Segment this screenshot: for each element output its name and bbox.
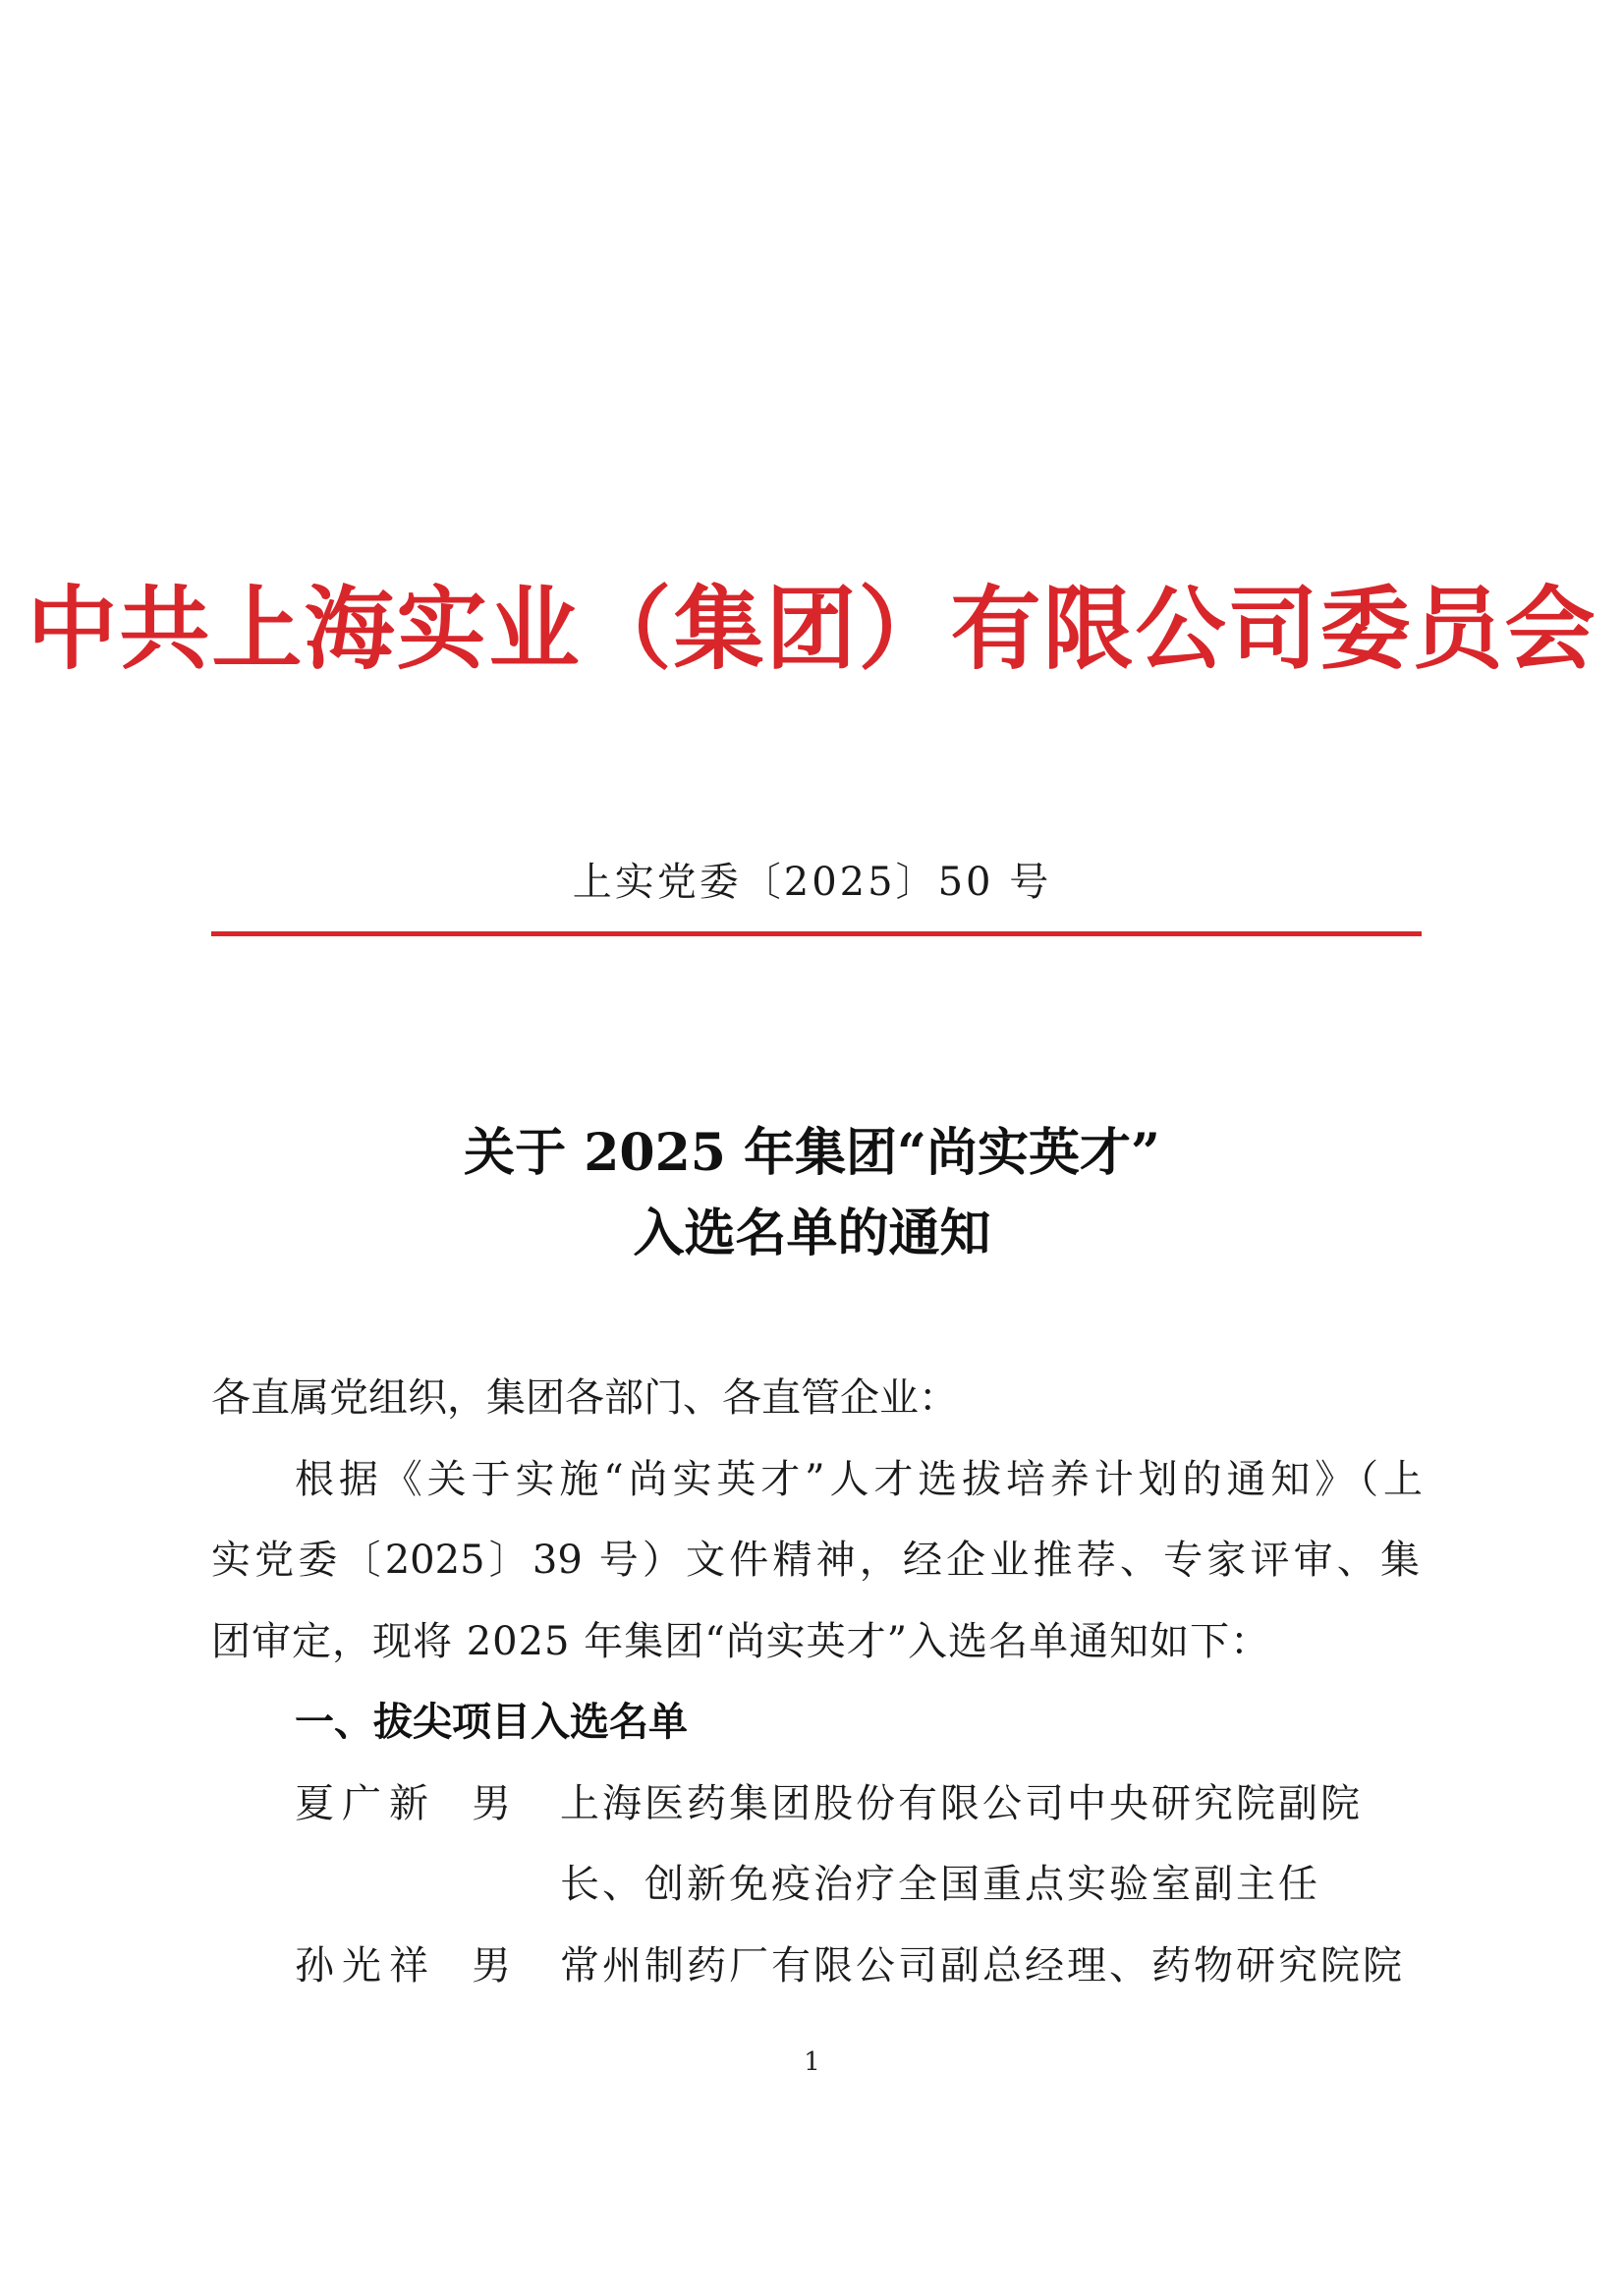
paragraph-line-3: 团审定，现将 2025 年集团“尚实英才”入选名单通知如下：	[211, 1619, 1271, 1664]
page-number: 1	[804, 2047, 820, 2077]
section-heading: 一、拔尖项目入选名单	[295, 1700, 688, 1745]
notice-title-line-2: 入选名单的通知	[633, 1204, 991, 1263]
notice-title-line-1: 关于 2025 年集团“尚实英才”	[464, 1123, 1160, 1183]
organization-header: 中共上海实业（集团）有限公司委员会	[27, 576, 1597, 682]
salutation: 各直属党组织，集团各部门、各直管企业：	[211, 1375, 958, 1421]
document-number: 上实党委〔2025〕50 号	[572, 860, 1052, 905]
paragraph-line-2: 实党委〔2025〕39 号）文件精神，经企业推荐、专家评审、集	[211, 1538, 1420, 1583]
entry-position-line-1: 上海医药集团股份有限公司中央研究院副院	[560, 1781, 1363, 1826]
red-divider	[211, 931, 1422, 936]
entry-gender: 男	[472, 1781, 511, 1826]
paragraph-line-1: 根据《关于实施“尚实英才”人才选拔培养计划的通知》（上	[295, 1457, 1423, 1502]
entry-position-line-1: 常州制药厂有限公司副总经理、药物研究院院	[560, 1943, 1405, 1988]
entry-position-line-2: 长、创新免疫治疗全国重点实验室副主任	[560, 1862, 1320, 1907]
entry-name: 夏广新	[295, 1781, 436, 1826]
entry-name: 孙光祥	[295, 1943, 436, 1988]
entry-gender: 男	[472, 1943, 511, 1988]
